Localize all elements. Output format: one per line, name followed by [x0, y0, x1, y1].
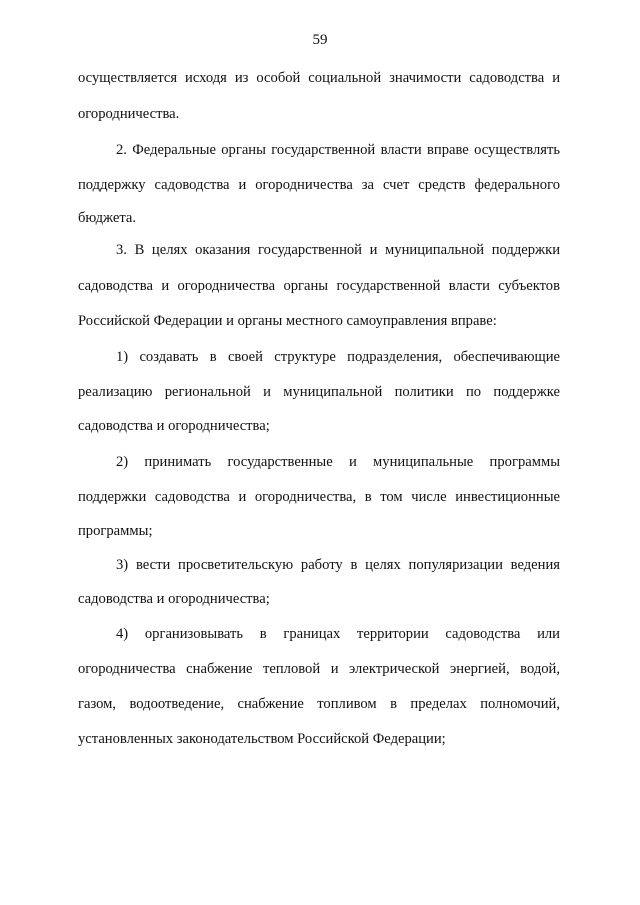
text-line: поддержки садоводства и огородничества, в том числе инвестиционные [78, 489, 560, 505]
text-line: 2) принимать государственные и муниципальные программы [116, 454, 560, 470]
text-line: осуществляется исходя из особой социальной значимости садоводства и [78, 70, 560, 86]
text-line: реализацию региональной и муниципальной политики по поддержке [78, 384, 560, 400]
text-line: программы; [78, 523, 153, 539]
text-line: 3. В целях оказания государственной и муниципальной поддержки [116, 242, 560, 258]
text-line: 2. Федеральные органы государственной власти вправе осуществлять [116, 142, 560, 158]
text-line: 3) вести просветительскую работу в целях популяризации ведения [116, 557, 560, 573]
text-line: поддержку садоводства и огородничества за счет средств федерального [78, 177, 560, 193]
text-line: бюджета. [78, 210, 137, 226]
text-line: 1) создавать в своей структуре подразделения, обеспечивающие [116, 349, 560, 365]
text-line: огородничества. [78, 106, 180, 122]
text-line: садоводства и огородничества; [78, 418, 270, 434]
text-line: садоводства и огородничества органы государственной власти субъектов [78, 278, 560, 294]
text-line: огородничества снабжение тепловой и электрической энергией, водой, [78, 661, 560, 677]
text-line: Российской Федерации и органы местного самоуправления вправе: [78, 313, 497, 329]
page-number: 59 [312, 32, 328, 48]
text-line: газом, водоотведение, снабжение топливом в пределах полномочий, [78, 696, 560, 712]
text-line: установленных законодательством Российской Федерации; [78, 731, 446, 747]
text-line: садоводства и огородничества; [78, 591, 270, 607]
text-line: 4) организовывать в границах территории садоводства или [116, 626, 560, 642]
